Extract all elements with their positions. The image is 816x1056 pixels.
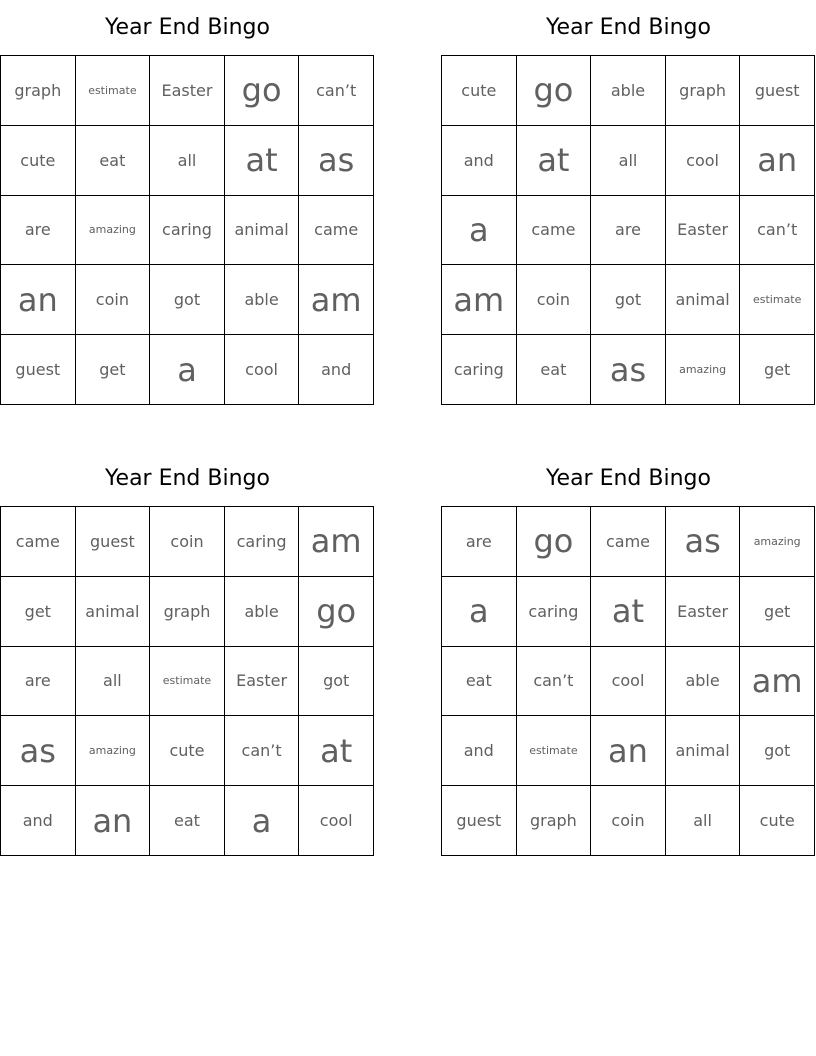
bingo-cell: all [76, 647, 151, 717]
bingo-cell: get [1, 577, 76, 647]
bingo-cell: coin [591, 786, 666, 856]
bingo-grid [0, 55, 374, 405]
bingo-cell: caring [442, 335, 517, 405]
bingo-cell: and [442, 716, 517, 786]
bingo-cell: are [1, 647, 76, 717]
bingo-cell: all [591, 126, 666, 196]
bingo-cell: cute [442, 56, 517, 126]
bingo-cell: caring [150, 196, 225, 266]
card-title: Year End Bingo [105, 466, 270, 491]
bingo-cell: can’t [299, 56, 374, 126]
bingo-cell: go [299, 577, 374, 647]
bingo-cell: graph [517, 786, 592, 856]
bingo-cell: at [517, 126, 592, 196]
bingo-cell: cool [666, 126, 741, 196]
bingo-cell: can’t [225, 716, 300, 786]
bingo-cell: Easter [666, 577, 741, 647]
bingo-cell: able [225, 265, 300, 335]
bingo-cell: able [666, 647, 741, 717]
bingo-cell: coin [517, 265, 592, 335]
bingo-cell: amazing [666, 335, 741, 405]
bingo-cell: and [1, 786, 76, 856]
bingo-cell: eat [442, 647, 517, 717]
bingo-cell: a [442, 577, 517, 647]
bingo-cell: as [299, 126, 374, 196]
bingo-cell: animal [225, 196, 300, 266]
bingo-cell: get [740, 577, 815, 647]
bingo-cell: guest [740, 56, 815, 126]
bingo-cell: came [1, 507, 76, 577]
bingo-cell: Easter [150, 56, 225, 126]
bingo-cell: amazing [740, 507, 815, 577]
bingo-cell: animal [76, 577, 151, 647]
bingo-grid [0, 506, 374, 856]
bingo-grid [441, 55, 815, 405]
bingo-cell: animal [666, 265, 741, 335]
bingo-cell: got [299, 647, 374, 717]
bingo-cell: came [517, 196, 592, 266]
bingo-cell: got [740, 716, 815, 786]
bingo-cell: a [225, 786, 300, 856]
bingo-cell: Easter [225, 647, 300, 717]
bingo-cell: at [299, 716, 374, 786]
bingo-cell: eat [150, 786, 225, 856]
bingo-cell: cool [299, 786, 374, 856]
bingo-cell: a [150, 335, 225, 405]
bingo-cell: estimate [150, 647, 225, 717]
bingo-cell: estimate [517, 716, 592, 786]
bingo-cell: an [1, 265, 76, 335]
bingo-cell: eat [517, 335, 592, 405]
bingo-grid [441, 506, 815, 856]
card-title: Year End Bingo [546, 466, 711, 491]
bingo-cell: go [517, 56, 592, 126]
bingo-cell: am [299, 265, 374, 335]
bingo-cell: animal [666, 716, 741, 786]
bingo-cell: and [442, 126, 517, 196]
bingo-cell: cute [740, 786, 815, 856]
bingo-cell: a [442, 196, 517, 266]
bingo-cell: an [591, 716, 666, 786]
bingo-cell: caring [225, 507, 300, 577]
bingo-cell: at [591, 577, 666, 647]
bingo-cell: graph [150, 577, 225, 647]
bingo-cell: got [150, 265, 225, 335]
bingo-cell: get [76, 335, 151, 405]
bingo-cell: go [517, 507, 592, 577]
bingo-cell: amazing [76, 196, 151, 266]
bingo-cell: graph [666, 56, 741, 126]
bingo-cell: guest [442, 786, 517, 856]
bingo-cell: am [740, 647, 815, 717]
bingo-cell: amazing [76, 716, 151, 786]
bingo-cell: Easter [666, 196, 741, 266]
card-title: Year End Bingo [105, 15, 270, 40]
bingo-cell: caring [517, 577, 592, 647]
bingo-cell: can’t [517, 647, 592, 717]
bingo-cell: all [666, 786, 741, 856]
bingo-cell: as [591, 335, 666, 405]
bingo-cell: at [225, 126, 300, 196]
bingo-cell: came [299, 196, 374, 266]
bingo-cell: all [150, 126, 225, 196]
bingo-cell: guest [1, 335, 76, 405]
bingo-cell: coin [150, 507, 225, 577]
bingo-cell: got [591, 265, 666, 335]
bingo-cell: coin [76, 265, 151, 335]
bingo-cell: and [299, 335, 374, 405]
bingo-cell: am [442, 265, 517, 335]
bingo-cell: as [666, 507, 741, 577]
bingo-cell: cute [1, 126, 76, 196]
bingo-cell: an [76, 786, 151, 856]
bingo-cell: an [740, 126, 815, 196]
bingo-cell: guest [76, 507, 151, 577]
bingo-cell: am [299, 507, 374, 577]
bingo-cell: estimate [740, 265, 815, 335]
bingo-cell: get [740, 335, 815, 405]
bingo-cell: go [225, 56, 300, 126]
bingo-cell: can’t [740, 196, 815, 266]
bingo-cell: as [1, 716, 76, 786]
bingo-cell: estimate [76, 56, 151, 126]
bingo-cell: able [591, 56, 666, 126]
bingo-cell: graph [1, 56, 76, 126]
card-title: Year End Bingo [546, 15, 711, 40]
bingo-cell: cool [225, 335, 300, 405]
bingo-cell: are [1, 196, 76, 266]
bingo-cell: are [442, 507, 517, 577]
bingo-cell: cute [150, 716, 225, 786]
bingo-cell: eat [76, 126, 151, 196]
bingo-cell: able [225, 577, 300, 647]
bingo-cell: are [591, 196, 666, 266]
bingo-cell: cool [591, 647, 666, 717]
bingo-cell: came [591, 507, 666, 577]
